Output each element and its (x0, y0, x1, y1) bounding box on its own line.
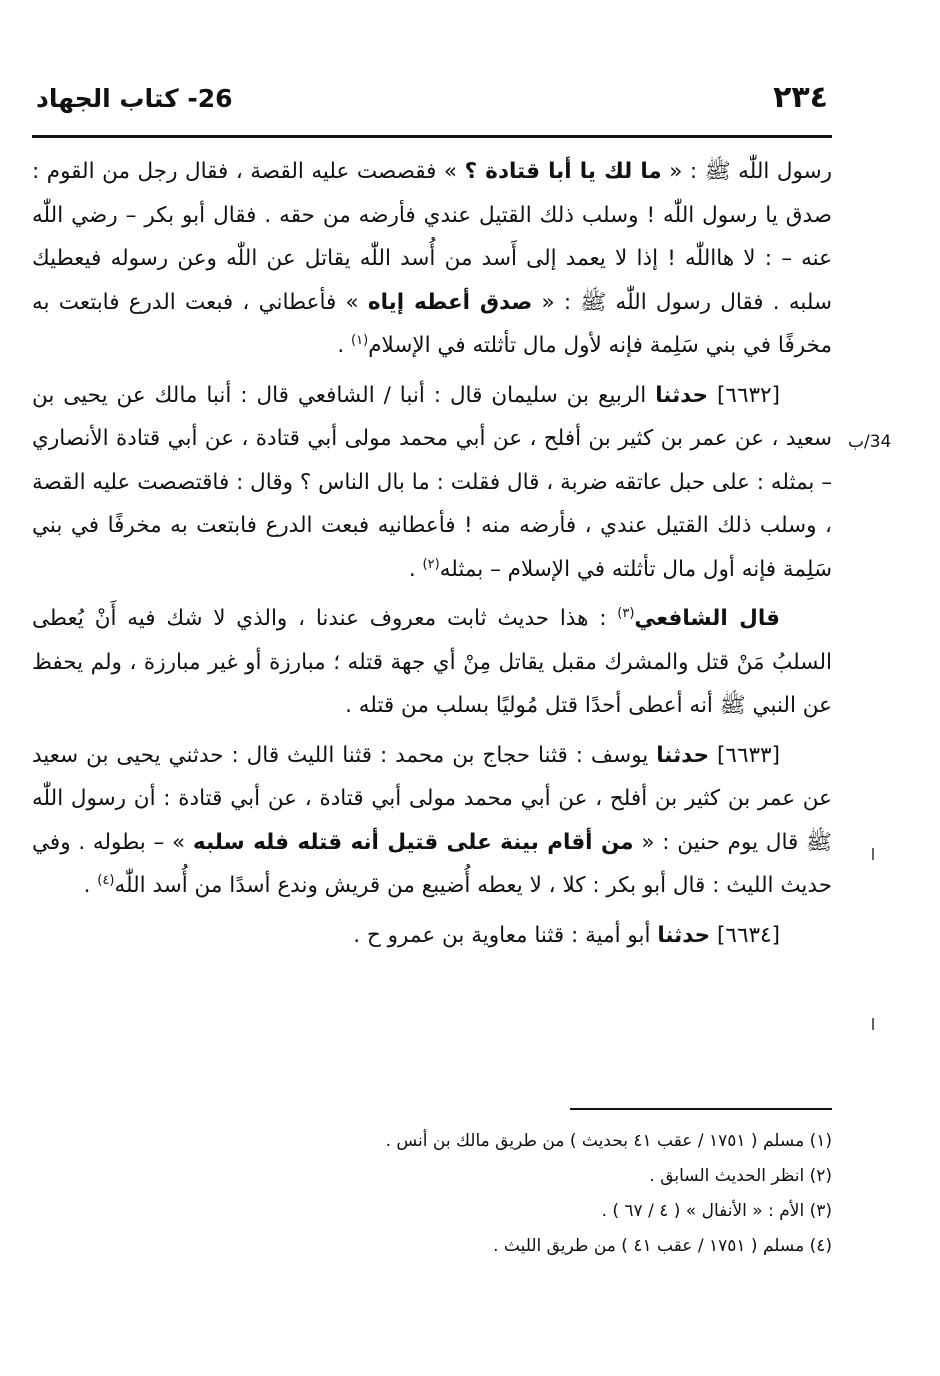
chapter-title: 26- كتاب الجهاد (36, 84, 233, 113)
footnote: (١) مسلم ( ١٧٥١ / عقب ٤١ بحديث ) من طريق مالك بن أنس . (385, 1131, 832, 1151)
paragraph (32, 150, 832, 368)
footnotes (32, 1124, 832, 1264)
footnote-ref: (٢) (422, 556, 440, 572)
margin-tick (872, 1018, 874, 1030)
footnote-ref: (٤) (97, 872, 115, 888)
bold-text: قال الشافعي (634, 606, 780, 631)
text-run: [٦٦٣٢] (708, 382, 780, 408)
text-run: [٦٦٣٣] (709, 742, 780, 768)
footnote: (٢) انظر الحديث السابق . (649, 1166, 832, 1186)
paragraph (32, 734, 832, 908)
footnote-ref: (٣) (617, 605, 635, 621)
text-run: : هذا حديث ثابت معروف عندنا ، والذي لا شك فيه أَنْ يُعطى السلبُ مَنْ قتل والمشرك مقبل يقاتل مِنْ أي جهة قتله ؛ مبارزة أو غير مبارزة ، ولم يحفظ عن النبي ﷺ أنه أعطى أحدًا قتل مُوليًا بسلب من قتله . (32, 606, 832, 718)
main-text (32, 150, 832, 957)
header-rule (32, 135, 832, 138)
text-run: [٦٦٣٤] (710, 922, 780, 948)
page-header (32, 80, 832, 120)
text-run: » فأعطاني ، فبعت الدرع فابتعت به مخرفًا في بني سَلِمة فإنه لأول مال تأثلته في الإسلام (32, 289, 832, 358)
bold-text: ما لك يا أبا قتادة ؟ (464, 159, 662, 184)
text-run: يوسف : قثنا حجاج بن محمد : قثنا الليث قال : حدثني يحيى بن سعيد عن عمر بن كثير بن أفلح ، عن أبي محمد مولى أبي قتادة ، عن أبي قتادة : أن رسول اللّٰه ﷺ قال يوم حنين : « (32, 742, 833, 855)
paragraph (32, 597, 832, 728)
text-run: أبو أمية : قثنا معاوية بن عمرو ح . (353, 922, 658, 948)
footnote: (٤) مسلم ( ١٧٥١ / عقب ٤١ ) من طريق الليث . (493, 1236, 832, 1256)
bold-text: صدق أعطه إياه (367, 289, 533, 315)
footnote: (٣) الأم : « الأنفال » ( ٤ / ٦٧ ) . (601, 1201, 832, 1221)
bold-text: من أقام بينة على قتيل أنه قتله فله سلبه (192, 829, 634, 855)
text-run: رسول اللّٰه ﷺ : « (661, 159, 832, 184)
footnote-rule (570, 1108, 832, 1110)
margin-folio-note: 34/ب (848, 432, 892, 452)
bold-text: حدثنا (656, 742, 710, 768)
footnote-ref: (١) (351, 332, 369, 348)
text-run: » فقصصت عليه القصة ، فقال رجل من القوم : صدق يا رسول اللّٰه ! وسلب ذلك القتيل عندي فأرضه من حقه . فقال أبو بكر – رضي اللّٰه عنه – : لا هااللّٰه ! إذا لا يعمد إلى أَسد من أُسد اللّٰه يقاتل عن اللّٰه وعن رسوله فيعطيك سلبه . فقال رسول اللّٰه ﷺ : « (32, 159, 832, 315)
margin-tick (872, 848, 874, 860)
text-run: . (337, 333, 352, 358)
text-run: » – بطوله . وفي حديث الليث : قال أبو بكر : كلا ، لا يعطه أُضيبع من قريش وندع أسدًا من أُسد اللّٰه (32, 829, 832, 898)
bold-text: حدثنا (655, 382, 709, 408)
bold-text: حدثنا (657, 922, 711, 948)
paragraph (32, 374, 832, 592)
text-run: . (408, 556, 423, 582)
text-run: الربيع بن سليمان قال : أنبا / الشافعي قال : أنبا مالك عن يحيى بن سعيد ، عن عمر بن كثير بن أفلح ، عن أبي محمد مولى أبي قتادة ، عن أبي قتادة الأنصاري – بمثله : على حبل عاتقه ضربة ، قال فقلت : ما بال الناس ؟ وقال : فاقتصصت عليه القصة ، وسلب ذلك القتيل عندي ، فأرضه منه ! فأعطانيه فبعت الدرع فابتعت به مخرفًا في بني سَلِمة فإنه أول مال تأثلته في الإسلام – بمثله (32, 382, 832, 582)
text-run: . (83, 873, 98, 898)
paragraph (32, 914, 832, 958)
page-number: ٢٣٤ (773, 80, 828, 115)
